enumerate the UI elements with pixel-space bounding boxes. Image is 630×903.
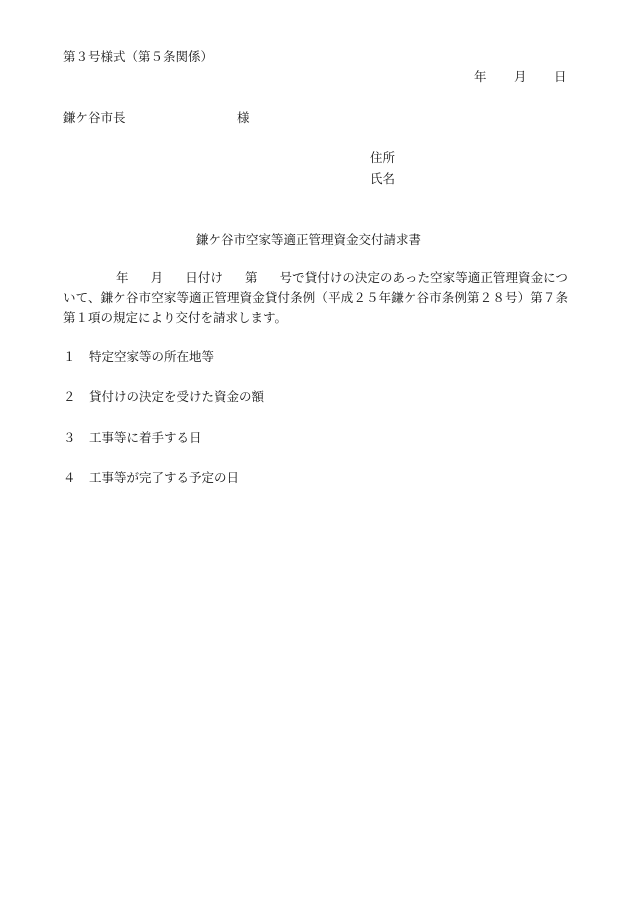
body-dai: 第 bbox=[244, 270, 258, 285]
list-item bbox=[63, 391, 264, 404]
list-item bbox=[63, 432, 202, 445]
addressee-name: 鎌ケ谷市長 bbox=[63, 110, 126, 125]
request-body-paragraph bbox=[63, 268, 568, 328]
form-number-label: 第３号様式（第５条関係） bbox=[63, 49, 214, 64]
item-text: 特定空家等の所在地等 bbox=[89, 349, 215, 364]
date-year-label: 年 bbox=[474, 69, 487, 84]
item-text: 工事等に着手する日 bbox=[89, 430, 202, 445]
list-item bbox=[63, 472, 239, 485]
name-label: 氏名 bbox=[370, 171, 396, 186]
date-day-label: 日 bbox=[554, 69, 567, 84]
item-text: 工事等が完了する予定の日 bbox=[89, 470, 240, 485]
body-month: 月 bbox=[150, 270, 164, 285]
list-item bbox=[63, 351, 214, 364]
item-number: ３ bbox=[63, 430, 76, 445]
item-text: 貸付けの決定を受けた資金の額 bbox=[89, 389, 265, 404]
date-month-label: 月 bbox=[514, 69, 527, 84]
document-title: 鎌ケ谷市空家等適正管理資金交付請求書 bbox=[196, 232, 422, 247]
body-text: 号で貸付けの決定のあった空家等適正管理資金について、鎌ケ谷市空家等適正管理資金貸付条例（平成２５年鎌ケ谷市条例第２８号）第７条第１項の規定により交付を請求します。 bbox=[63, 270, 568, 325]
body-year: 年 bbox=[116, 270, 129, 285]
item-number: １ bbox=[63, 349, 76, 364]
addressee-honorific: 様 bbox=[237, 110, 250, 125]
body-day: 日付け bbox=[185, 270, 223, 285]
address-label: 住所 bbox=[370, 150, 396, 165]
item-number: ２ bbox=[63, 389, 76, 404]
item-number: ４ bbox=[63, 470, 76, 485]
